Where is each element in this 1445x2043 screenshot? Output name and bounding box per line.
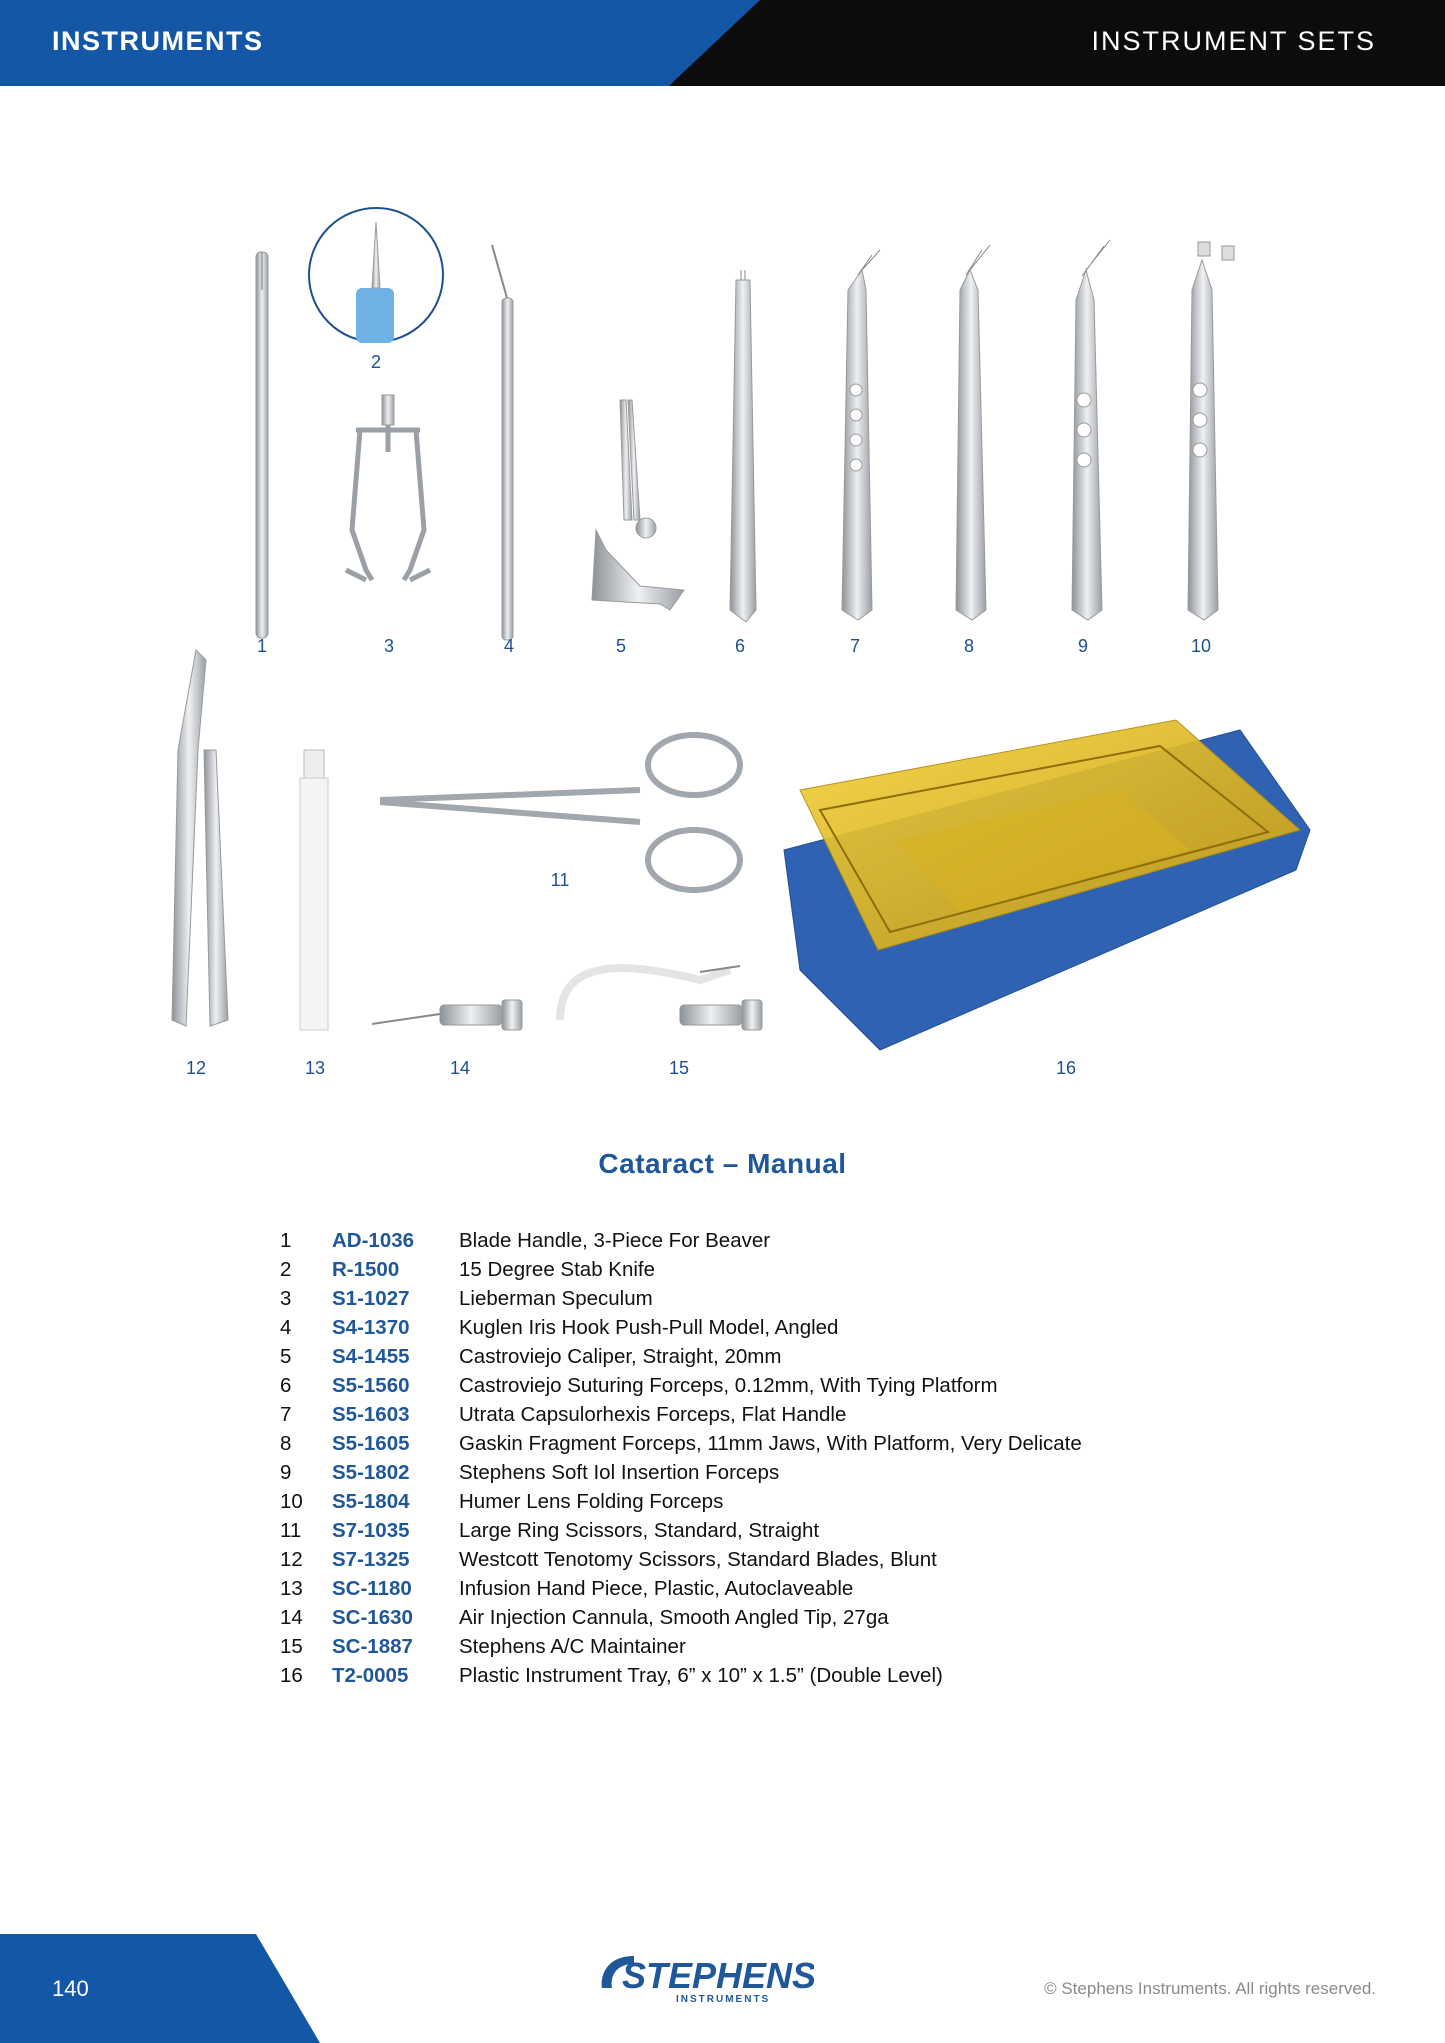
figure-label: 4	[503, 636, 515, 656]
item-code: S4-1370	[332, 1315, 410, 1339]
blade-handle-image	[256, 252, 268, 638]
item-index: 14	[280, 1605, 303, 1629]
category-title: INSTRUMENT SETS	[1091, 26, 1376, 56]
figure-label: 12	[185, 1058, 207, 1078]
suturing-forceps-image	[730, 270, 756, 622]
item-index: 8	[280, 1431, 292, 1455]
iol-insertion-forceps-image	[1072, 240, 1110, 620]
speculum-image	[346, 395, 430, 580]
item-description: Humer Lens Folding Forceps	[459, 1489, 724, 1513]
list-item	[280, 1284, 1082, 1313]
list-item	[280, 1632, 1082, 1661]
item-index: 6	[280, 1373, 292, 1397]
item-index: 7	[280, 1402, 292, 1426]
infusion-handpiece-image	[300, 750, 328, 1030]
figure-label: 3	[383, 636, 395, 656]
figure-label: 16	[1055, 1058, 1077, 1078]
list-item	[280, 1603, 1082, 1632]
figure-label: 2	[370, 352, 382, 372]
list-item	[280, 1342, 1082, 1371]
item-code: R-1500	[332, 1257, 400, 1281]
stephens-logo	[598, 1948, 814, 2006]
item-index: 5	[280, 1344, 292, 1368]
list-item	[280, 1400, 1082, 1429]
item-code: T2-0005	[332, 1663, 409, 1687]
item-code: S5-1802	[332, 1460, 410, 1484]
item-description: 15 Degree Stab Knife	[459, 1257, 656, 1281]
item-index: 12	[280, 1547, 303, 1571]
logo-subtext: INSTRUMENTS	[676, 1994, 771, 2005]
westcott-scissors-image	[172, 650, 228, 1026]
list-item	[280, 1487, 1082, 1516]
item-description: Air Injection Cannula, Smooth Angled Tip, 27ga	[459, 1605, 889, 1629]
logo-text: STEPHENS	[622, 1955, 814, 1996]
list-item	[280, 1371, 1082, 1400]
figure-label: 1	[256, 636, 268, 656]
list-item	[280, 1516, 1082, 1545]
item-index: 1	[280, 1228, 292, 1252]
item-description: Castroviejo Suturing Forceps, 0.12mm, With Tying Platform	[459, 1373, 998, 1397]
list-item	[280, 1255, 1082, 1284]
list-item	[280, 1545, 1082, 1574]
capsulorhexis-forceps-image	[842, 250, 880, 620]
item-code: S1-1027	[332, 1286, 410, 1310]
figure-label: 9	[1077, 636, 1089, 656]
item-index: 10	[280, 1489, 303, 1513]
item-index: 15	[280, 1634, 303, 1658]
section-title: INSTRUMENTS	[52, 26, 264, 56]
item-code: AD-1036	[332, 1228, 415, 1252]
figure-label: 8	[963, 636, 975, 656]
ac-maintainer-image	[560, 966, 762, 1030]
footer-accent	[0, 1934, 320, 2043]
item-index: 11	[280, 1518, 302, 1542]
copyright-text: © Stephens Instruments. All rights reserved.	[1044, 1979, 1376, 1998]
item-index: 9	[280, 1460, 292, 1484]
list-item	[280, 1661, 1082, 1690]
set-title: Cataract – Manual	[598, 1148, 847, 1179]
item-index: 4	[280, 1315, 292, 1339]
list-item	[280, 1313, 1082, 1342]
figure-label: 15	[668, 1058, 690, 1078]
item-code: SC-1630	[332, 1605, 413, 1629]
item-description: Gaskin Fragment Forceps, 11mm Jaws, With Platform, Very Delicate	[459, 1431, 1082, 1455]
item-description: Kuglen Iris Hook Push-Pull Model, Angled	[459, 1315, 839, 1339]
instrument-tray-image	[784, 720, 1310, 1050]
figure-label: 13	[304, 1058, 326, 1078]
figure-label: 5	[615, 636, 627, 656]
item-description: Lieberman Speculum	[459, 1286, 653, 1310]
item-code: S5-1804	[332, 1489, 410, 1513]
figure-label: 11	[550, 870, 570, 890]
item-index: 3	[280, 1286, 292, 1310]
list-item	[280, 1458, 1082, 1487]
item-code: SC-1180	[332, 1576, 412, 1600]
item-description: Plastic Instrument Tray, 6” x 10” x 1.5” (Double Level)	[459, 1663, 943, 1687]
item-code: S5-1560	[332, 1373, 410, 1397]
item-code: SC-1887	[332, 1634, 413, 1658]
list-item	[280, 1226, 1082, 1255]
figure-label: 10	[1190, 636, 1212, 656]
item-code: S4-1455	[332, 1344, 410, 1368]
item-index: 13	[280, 1576, 303, 1600]
list-item	[280, 1574, 1082, 1603]
ring-scissors-image	[380, 735, 740, 890]
page-number: 140	[52, 1976, 89, 2001]
item-code: S7-1325	[332, 1547, 410, 1571]
item-description: Stephens Soft Iol Insertion Forceps	[459, 1460, 780, 1484]
stab-knife-image	[309, 208, 443, 343]
air-cannula-image	[372, 1000, 522, 1030]
item-code: S7-1035	[332, 1518, 410, 1542]
figure-label: 6	[734, 636, 746, 656]
iris-hook-image	[492, 245, 513, 640]
item-list	[280, 1226, 1082, 1690]
list-item	[280, 1429, 1082, 1458]
item-description: Blade Handle, 3-Piece For Beaver	[459, 1228, 771, 1252]
item-code: S5-1605	[332, 1431, 410, 1455]
item-description: Castroviejo Caliper, Straight, 20mm	[459, 1344, 782, 1368]
item-description: Utrata Capsulorhexis Forceps, Flat Handle	[459, 1402, 847, 1426]
lens-folding-forceps-image	[1188, 242, 1234, 620]
item-index: 2	[280, 1257, 292, 1281]
item-index: 16	[280, 1663, 303, 1687]
item-description: Stephens A/C Maintainer	[459, 1634, 686, 1658]
item-description: Infusion Hand Piece, Plastic, Autoclaveable	[459, 1576, 854, 1600]
figure-label: 14	[449, 1058, 471, 1078]
item-description: Westcott Tenotomy Scissors, Standard Blades, Blunt	[459, 1547, 937, 1571]
fragment-forceps-image	[956, 245, 990, 620]
item-code: S5-1603	[332, 1402, 410, 1426]
caliper-image	[592, 400, 684, 610]
figure-label: 7	[849, 636, 861, 656]
item-description: Large Ring Scissors, Standard, Straight	[459, 1518, 820, 1542]
instrument-photo	[0, 190, 1445, 1110]
